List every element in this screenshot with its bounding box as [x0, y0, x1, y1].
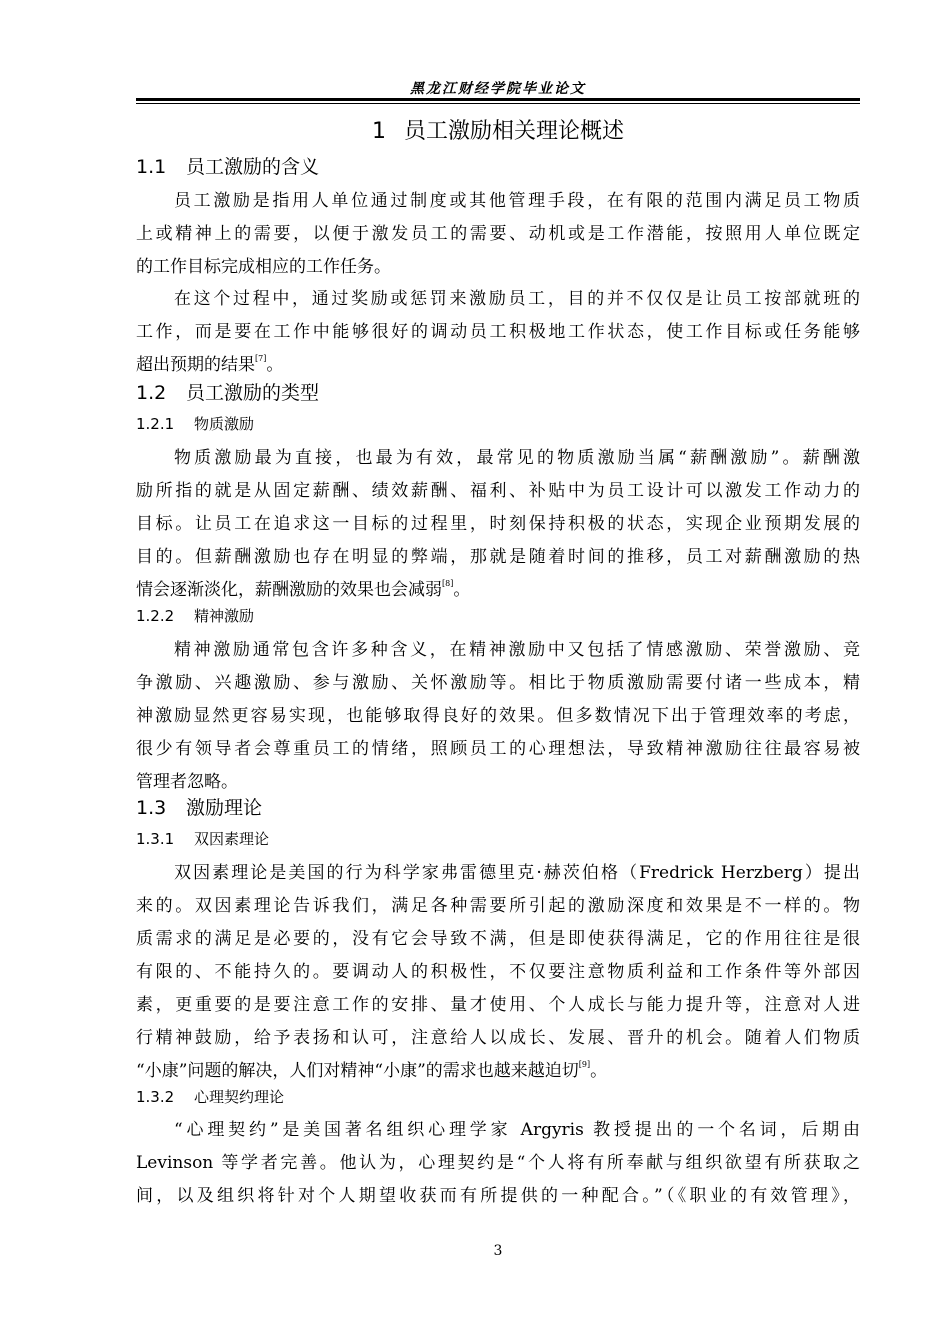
paragraph-1-1-a [136, 185, 860, 284]
text-line: 很少有领导者会尊重员工的情绪，照顾员工的心理想法，导致精神激励往往最容易被 [136, 739, 860, 759]
chapter-title: 员工激励相关理论概述 [403, 119, 624, 144]
header-rule-thin [136, 103, 860, 104]
subsection-heading-1-3-1 [136, 826, 860, 852]
text-line: 管理者忽略。 [136, 772, 238, 792]
section-title: 员工激励的含义 [186, 156, 320, 178]
text-line: 在这个过程中，通过奖励或惩罚来激励员工，目的并不仅仅是让员工按部就班的 [174, 289, 860, 309]
subsection-title: 双因素理论 [194, 830, 270, 848]
subsection-heading-1-3-2 [136, 1084, 860, 1110]
text-line: 目的。但薪酬激励也存在明显的弊端，那就是随着时间的推移，员工对薪酬激励的热 [136, 547, 860, 567]
text-line: 来的。双因素理论告诉我们，满足各种需要所引起的激励深度和效果是不一样的。物 [136, 896, 860, 916]
subsection-number: 1.2.2 [136, 607, 175, 625]
subsection-title: 精神激励 [194, 607, 255, 625]
section-heading-1-1 [136, 152, 860, 182]
section-title: 员工激励的类型 [186, 382, 320, 404]
chapter-heading [136, 116, 860, 148]
section-number: 1.2 [136, 382, 167, 404]
running-header: 黑龙江财经学院毕业论文 [410, 81, 586, 97]
text-line: “心理契约”是美国著名组织心理学家 Argyris 教授提出的一个名词，后期由 [174, 1120, 860, 1140]
chapter-number: 1 [371, 119, 386, 144]
text-line: 员工激励是指用人单位通过制度或其他管理手段，在有限的范围内满足员工物质 [174, 191, 860, 211]
text-line: 争激励、兴趣激励、参与激励、关怀激励等。相比于物质激励需要付诸一些成本，精 [136, 673, 860, 693]
text-line: Levinson 等学者完善。他认为，心理契约是“个人将有所奉献与组织欲望有所获取之 [136, 1153, 860, 1173]
text-line: 素，更重要的是要注意工作的安排、量才使用、个人成长与能力提升等，注意对人进 [136, 995, 860, 1015]
page-number: 3 [493, 1243, 503, 1259]
subsection-title: 物质激励 [194, 415, 255, 433]
text-span: 。 [453, 580, 471, 600]
paragraph-1-2-1 [136, 442, 860, 607]
subsection-number: 1.3.1 [136, 830, 175, 848]
subsection-heading-1-2-1 [136, 411, 860, 437]
text-line: 物质激励最为直接，也最为有效，最常见的物质激励当属“薪酬激励”。薪酬激 [174, 448, 860, 468]
section-title: 激励理论 [186, 797, 263, 819]
subsection-title: 心理契约理论 [194, 1088, 285, 1106]
text-line: 有限的、不能持久的。要调动人的积极性，不仅要注意物质利益和工作条件等外部因 [136, 962, 860, 982]
paragraph-1-3-2 [136, 1114, 860, 1213]
text-line: 间，以及组织将针对个人期望收获而有所提供的一种配合。”（《职业的有效管理》， [136, 1186, 860, 1206]
section-number: 1.1 [136, 156, 167, 178]
text-line: 行精神鼓励，给予表扬和认可，注意给人以成长、发展、晋升的机会。随着人们物质 [136, 1028, 860, 1048]
text-line: 目标。让员工在追求这一目标的过程里，时刻保持积极的状态，实现企业预期发展的 [136, 514, 860, 534]
text-span: 情会逐渐淡化，薪酬激励的效果也会减弱 [136, 580, 442, 600]
paragraph-1-3-1 [136, 857, 860, 1088]
citation-7: [7] [255, 354, 267, 363]
section-number: 1.3 [136, 797, 167, 819]
subsection-number: 1.3.2 [136, 1088, 175, 1106]
paragraph-1-2-2 [136, 634, 860, 799]
text-span: 。 [266, 355, 284, 375]
citation-8: [8] [442, 579, 454, 588]
text-span: 超出预期的结果 [136, 355, 255, 375]
paragraph-1-1-b [136, 283, 860, 382]
text-span: “小康”问题的解决，人们对精神“小康”的需求也越来越迫切 [136, 1061, 579, 1081]
text-line: 质需求的满足是必要的，没有它会导致不满，但是即使获得满足，它的作用往往是很 [136, 929, 860, 949]
section-heading-1-3 [136, 793, 860, 823]
text-line: 上或精神上的需要，以便于激发员工的需要、动机或是工作潜能，按照用人单位既定 [136, 224, 860, 244]
text-line: 励所指的就是从固定薪酬、绩效薪酬、福利、补贴中为员工设计可以激发工作动力的 [136, 481, 860, 501]
section-heading-1-2 [136, 378, 860, 408]
text-line: 神激励显然更容易实现，也能够取得良好的效果。但多数情况下出于管理效率的考虑， [136, 706, 860, 726]
text-span: 。 [590, 1061, 608, 1081]
text-line: 双因素理论是美国的行为科学家弗雷德里克·赫茨伯格（Fredrick Herzberg）提出 [174, 863, 860, 883]
text-line: 精神激励通常包含许多种含义，在精神激励中又包括了情感激励、荣誉激励、竞 [174, 640, 860, 660]
text-line: 的工作目标完成相应的工作任务。 [136, 257, 391, 277]
subsection-heading-1-2-2 [136, 603, 860, 629]
subsection-number: 1.2.1 [136, 415, 175, 433]
header-rule-thick [136, 98, 860, 101]
citation-9: [9] [578, 1060, 591, 1069]
text-line: 工作，而是要在工作中能够很好的调动员工积极地工作状态，使工作目标或任务能够 [136, 322, 860, 342]
